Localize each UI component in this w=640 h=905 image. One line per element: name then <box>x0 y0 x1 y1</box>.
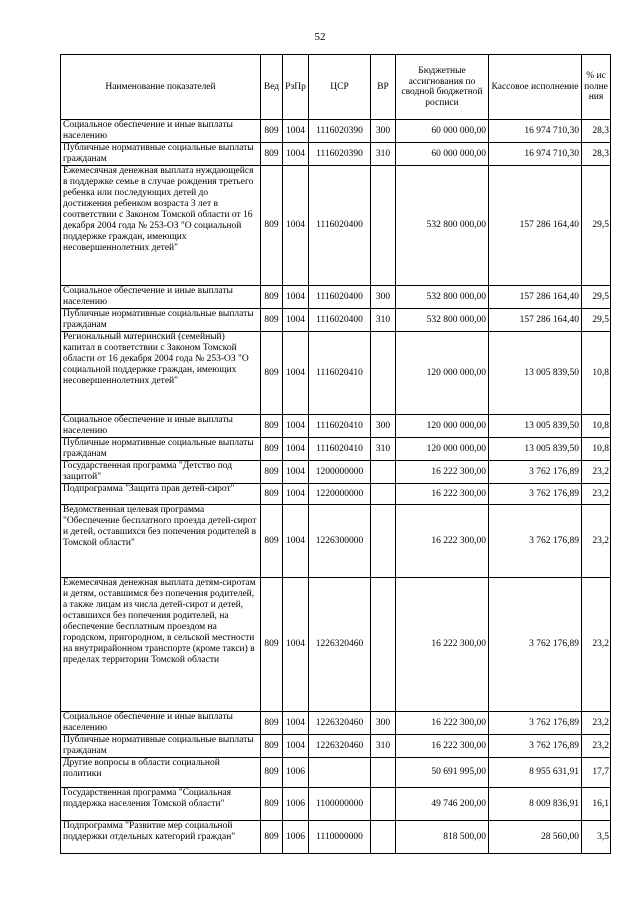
row-ved: 809 <box>261 309 283 332</box>
row-ved: 809 <box>261 286 283 309</box>
row-rzpr: 1004 <box>283 578 309 712</box>
row-budget: 532 800 000,00 <box>396 286 489 309</box>
row-budget: 120 000 000,00 <box>396 332 489 415</box>
row-pct: 29,5 <box>582 309 611 332</box>
row-budget: 50 691 995,00 <box>396 758 489 788</box>
table-row <box>61 788 611 821</box>
row-ved: 809 <box>261 712 283 735</box>
row-name: Социальное обеспечение и иные выплаты населению <box>61 120 261 143</box>
row-pct: 23,2 <box>582 578 611 712</box>
row-csr: 1116020410 <box>309 332 371 415</box>
row-vr: 310 <box>371 309 396 332</box>
row-pct: 10,8 <box>582 332 611 415</box>
row-pct: 23,2 <box>582 505 611 578</box>
row-name: Публичные нормативные социальные выплаты гражданам <box>61 438 261 461</box>
table-row <box>61 461 611 484</box>
row-cash: 13 005 839,50 <box>489 438 582 461</box>
row-budget: 49 746 200,00 <box>396 788 489 821</box>
row-name: Ежемесячная денежная выплата детям-сиротам и детям, оставшимся без попечения родителей, а также лицам из числа детей-сирот и детей, оставшихся без попечения родителей, на обеспечение бесплатным проездом на городском, пригородном, в сельской местности на внутрирайонном транспорте (кроме такси) в пределах территории Томской области <box>61 578 261 712</box>
row-cash: 3 762 176,89 <box>489 712 582 735</box>
row-rzpr: 1004 <box>283 309 309 332</box>
row-cash: 8 955 631,91 <box>489 758 582 788</box>
row-ved: 809 <box>261 332 283 415</box>
row-rzpr: 1006 <box>283 788 309 821</box>
row-csr: 1116020400 <box>309 309 371 332</box>
row-name: Государственная программа "Детство под защитой" <box>61 461 261 484</box>
row-vr <box>371 166 396 286</box>
header-rzpr: РзПр <box>283 55 309 120</box>
row-rzpr: 1004 <box>283 484 309 505</box>
table-row <box>61 758 611 788</box>
row-ved: 809 <box>261 788 283 821</box>
row-ved: 809 <box>261 505 283 578</box>
row-vr <box>371 821 396 854</box>
row-cash: 28 560,00 <box>489 821 582 854</box>
table-row <box>61 120 611 143</box>
row-pct: 23,2 <box>582 712 611 735</box>
row-budget: 60 000 000,00 <box>396 143 489 166</box>
table-row <box>61 286 611 309</box>
row-cash: 13 005 839,50 <box>489 415 582 438</box>
row-csr: 1226300000 <box>309 505 371 578</box>
header-csr: ЦСР <box>309 55 371 120</box>
row-pct: 10,8 <box>582 415 611 438</box>
row-pct: 23,2 <box>582 735 611 758</box>
row-pct: 23,2 <box>582 461 611 484</box>
row-vr: 300 <box>371 120 396 143</box>
row-cash: 157 286 164,40 <box>489 166 582 286</box>
row-budget: 16 222 300,00 <box>396 712 489 735</box>
row-cash: 3 762 176,89 <box>489 461 582 484</box>
row-pct: 16,1 <box>582 788 611 821</box>
row-name: Подпрограмма "Развитие мер социальной поддержки отдельных категорий граждан" <box>61 821 261 854</box>
row-budget: 60 000 000,00 <box>396 120 489 143</box>
row-ved: 809 <box>261 166 283 286</box>
row-cash: 13 005 839,50 <box>489 332 582 415</box>
row-rzpr: 1004 <box>283 415 309 438</box>
row-cash: 8 009 836,91 <box>489 788 582 821</box>
row-budget: 16 222 300,00 <box>396 735 489 758</box>
table-row <box>61 415 611 438</box>
table-row <box>61 578 611 712</box>
row-name: Подпрограмма "Защита прав детей-сирот" <box>61 484 261 505</box>
row-ved: 809 <box>261 143 283 166</box>
row-vr <box>371 578 396 712</box>
table-row <box>61 166 611 286</box>
row-budget: 818 500,00 <box>396 821 489 854</box>
row-cash: 3 762 176,89 <box>489 735 582 758</box>
row-pct: 29,5 <box>582 166 611 286</box>
row-ved: 809 <box>261 461 283 484</box>
row-name: Региональный материнский (семейный) капитал в соответствии с Законом Томской области от 16 декабря 2004 года № 253-ОЗ "О социальной поддержке граждан, имеющих несовершеннолетних детей" <box>61 332 261 415</box>
budget-table <box>60 54 611 854</box>
row-budget: 532 800 000,00 <box>396 166 489 286</box>
row-pct: 29,5 <box>582 286 611 309</box>
row-vr: 300 <box>371 712 396 735</box>
row-budget: 120 000 000,00 <box>396 415 489 438</box>
row-csr: 1220000000 <box>309 484 371 505</box>
row-csr: 1200000000 <box>309 461 371 484</box>
table-row <box>61 332 611 415</box>
row-rzpr: 1006 <box>283 758 309 788</box>
row-cash: 3 762 176,89 <box>489 578 582 712</box>
row-vr: 310 <box>371 735 396 758</box>
header-pct: % исполнения <box>582 55 611 120</box>
row-cash: 16 974 710,30 <box>489 143 582 166</box>
row-budget: 16 222 300,00 <box>396 505 489 578</box>
table-row <box>61 309 611 332</box>
row-vr: 310 <box>371 143 396 166</box>
row-budget: 16 222 300,00 <box>396 461 489 484</box>
row-csr: 1226320460 <box>309 712 371 735</box>
table-row <box>61 484 611 505</box>
row-name: Публичные нормативные социальные выплаты гражданам <box>61 735 261 758</box>
row-ved: 809 <box>261 578 283 712</box>
row-rzpr: 1004 <box>283 461 309 484</box>
row-csr: 1100000000 <box>309 788 371 821</box>
row-pct: 3,5 <box>582 821 611 854</box>
row-pct: 10,8 <box>582 438 611 461</box>
table-row <box>61 712 611 735</box>
row-ved: 809 <box>261 415 283 438</box>
row-pct: 28,3 <box>582 143 611 166</box>
row-csr <box>309 758 371 788</box>
table-body <box>61 120 611 854</box>
row-rzpr: 1004 <box>283 166 309 286</box>
row-name: Другие вопросы в области социальной политики <box>61 758 261 788</box>
table-header-row <box>61 55 611 120</box>
row-rzpr: 1004 <box>283 712 309 735</box>
row-pct: 23,2 <box>582 484 611 505</box>
row-budget: 120 000 000,00 <box>396 438 489 461</box>
row-budget: 532 800 000,00 <box>396 309 489 332</box>
row-pct: 17,7 <box>582 758 611 788</box>
row-name: Социальное обеспечение и иные выплаты населению <box>61 286 261 309</box>
row-name: Ведомственная целевая программа "Обеспечение бесплатного проезда детей-сирот и детей, оставшихся без попечения родителей в Томской области" <box>61 505 261 578</box>
row-csr: 1116020410 <box>309 415 371 438</box>
row-budget: 16 222 300,00 <box>396 578 489 712</box>
row-vr <box>371 758 396 788</box>
row-cash: 16 974 710,30 <box>489 120 582 143</box>
row-csr: 1116020400 <box>309 286 371 309</box>
row-vr <box>371 461 396 484</box>
row-vr: 300 <box>371 415 396 438</box>
row-ved: 809 <box>261 438 283 461</box>
row-ved: 809 <box>261 758 283 788</box>
table-row <box>61 505 611 578</box>
row-rzpr: 1004 <box>283 735 309 758</box>
row-ved: 809 <box>261 120 283 143</box>
row-csr: 1226320460 <box>309 735 371 758</box>
row-csr: 1116020400 <box>309 166 371 286</box>
row-csr: 1116020390 <box>309 120 371 143</box>
row-cash: 3 762 176,89 <box>489 505 582 578</box>
row-vr <box>371 788 396 821</box>
row-vr: 310 <box>371 438 396 461</box>
row-cash: 157 286 164,40 <box>489 309 582 332</box>
row-rzpr: 1004 <box>283 120 309 143</box>
row-rzpr: 1004 <box>283 143 309 166</box>
row-vr <box>371 484 396 505</box>
row-pct: 28,3 <box>582 120 611 143</box>
row-cash: 157 286 164,40 <box>489 286 582 309</box>
row-name: Публичные нормативные социальные выплаты гражданам <box>61 143 261 166</box>
row-vr <box>371 332 396 415</box>
row-ved: 809 <box>261 735 283 758</box>
row-csr: 1116020390 <box>309 143 371 166</box>
header-name: Наименование показателей <box>61 55 261 120</box>
row-ved: 809 <box>261 484 283 505</box>
row-csr: 1226320460 <box>309 578 371 712</box>
page-number: 52 <box>314 31 326 43</box>
row-budget: 16 222 300,00 <box>396 484 489 505</box>
row-csr: 1110000000 <box>309 821 371 854</box>
row-rzpr: 1004 <box>283 286 309 309</box>
row-cash: 3 762 176,89 <box>489 484 582 505</box>
row-ved: 809 <box>261 821 283 854</box>
table-row <box>61 735 611 758</box>
table-row <box>61 438 611 461</box>
header-cash: Кассовое исполнение <box>489 55 582 120</box>
table-row <box>61 143 611 166</box>
header-ved: Вед <box>261 55 283 120</box>
row-vr: 300 <box>371 286 396 309</box>
row-rzpr: 1004 <box>283 438 309 461</box>
row-name: Публичные нормативные социальные выплаты гражданам <box>61 309 261 332</box>
header-budget: Бюджетные ассигнования по сводной бюджетной росписи <box>396 55 489 120</box>
row-rzpr: 1004 <box>283 332 309 415</box>
row-vr <box>371 505 396 578</box>
row-csr: 1116020410 <box>309 438 371 461</box>
row-rzpr: 1006 <box>283 821 309 854</box>
row-name: Государственная программа "Социальная поддержка населения Томской области" <box>61 788 261 821</box>
row-rzpr: 1004 <box>283 505 309 578</box>
table-row <box>61 821 611 854</box>
row-name: Социальное обеспечение и иные выплаты населению <box>61 415 261 438</box>
row-name: Ежемесячная денежная выплата нуждающейся в поддержке семье в случае рождения третьего ребенка или последующих детей до достижения ребенком возраста 3 лет в соответствии с Законом Томской области от 16 декабря 2004 года № 253-ОЗ "О социальной поддержке граждан, имеющих несовершеннолетних детей" <box>61 166 261 286</box>
header-vr: ВР <box>371 55 396 120</box>
row-name: Социальное обеспечение и иные выплаты населению <box>61 712 261 735</box>
